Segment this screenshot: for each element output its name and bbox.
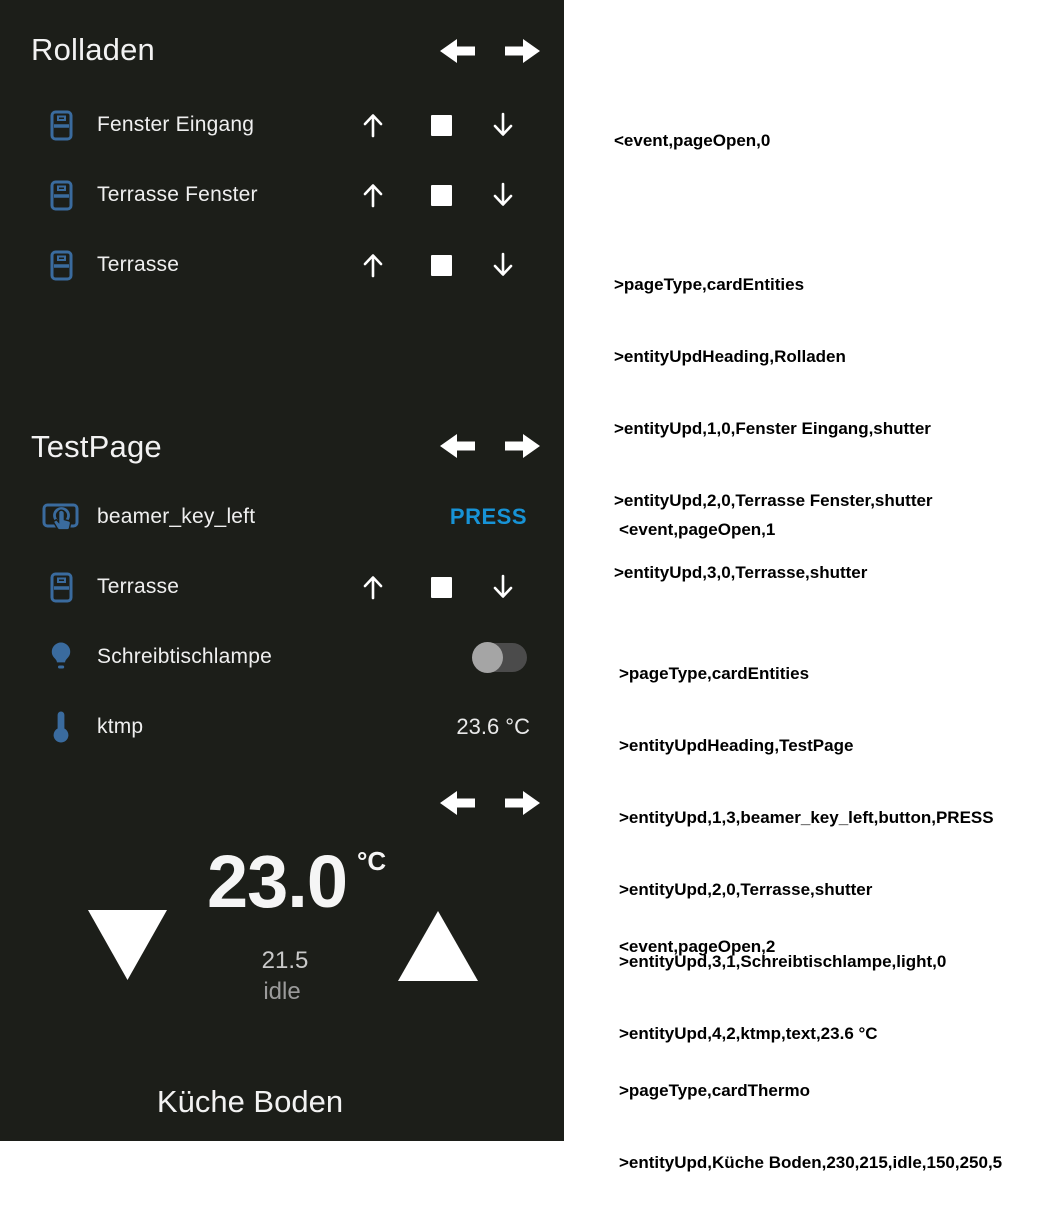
log-event-line: <event,pageOpen,0	[614, 131, 771, 150]
shutter-down-button[interactable]	[489, 562, 517, 612]
arrow-right-icon	[505, 432, 540, 460]
log-line: >pageType,cardEntities	[619, 664, 810, 683]
press-button[interactable]: PRESS	[449, 504, 527, 529]
entity-label: Terrasse	[97, 253, 180, 276]
arrow-right-icon	[505, 789, 540, 817]
log-line: >entityUpd,2,0,Terrasse,shutter	[619, 880, 873, 899]
log-line: >entityUpd,2,0,Terrasse Fenster,shutter	[614, 491, 933, 510]
entity-row	[0, 492, 564, 542]
nav-left-button[interactable]	[440, 789, 475, 817]
log-block-page2	[619, 887, 1002, 1223]
nav-right-button[interactable]	[505, 432, 540, 460]
hvac-state: idle	[263, 978, 301, 1005]
log-gap	[619, 1007, 1002, 1031]
entity-row	[0, 562, 564, 612]
temp-up-button[interactable]	[398, 911, 478, 986]
thermo-title: Küche Boden	[156, 1084, 344, 1119]
log-line: >entityUpd,4,2,ktmp,text,23.6 °C	[619, 1024, 878, 1043]
nav-left-button[interactable]	[440, 432, 475, 460]
log-line: >entityUpd,Küche Boden,230,215,idle,150,250,5	[619, 1153, 1003, 1172]
arrow-left-icon	[440, 789, 475, 817]
temp-down-button[interactable]	[88, 910, 167, 985]
log-line: >pageType,cardEntities	[614, 275, 805, 294]
entity-value: 23.6 °C	[456, 714, 530, 739]
lightbulb-icon	[40, 632, 82, 682]
log-line: >entityUpdHeading,Rolladen	[614, 347, 846, 366]
entity-label: ktmp	[97, 715, 144, 738]
log-gap	[614, 201, 933, 225]
light-toggle-off[interactable]	[473, 643, 527, 672]
log-line: >pageType,cardThermo	[619, 1081, 810, 1100]
log-line: >entityUpd,1,3,beamer_key_left,button,PRESS	[619, 808, 994, 827]
entity-row	[0, 632, 564, 682]
shutter-icon	[40, 562, 82, 612]
log-line: >entityUpdHeading,TestPage	[619, 736, 854, 755]
card-heading: TestPage	[31, 429, 162, 464]
entity-row	[0, 702, 564, 752]
toggle-knob	[472, 642, 503, 673]
log-event-line: <event,pageOpen,1	[619, 520, 776, 539]
entity-label: Fenster Eingang	[97, 113, 255, 136]
entity-label: Schreibtischlampe	[97, 645, 272, 668]
shutter-stop-button[interactable]	[430, 562, 452, 612]
triangle-down-icon	[88, 910, 167, 980]
log-gap	[619, 590, 994, 614]
stop-icon	[431, 577, 452, 598]
log-event-line: <event,pageOpen,2	[619, 937, 776, 956]
arrow-left-icon	[440, 432, 475, 460]
triangle-up-icon	[398, 911, 478, 981]
shutter-up-button[interactable]	[359, 562, 387, 612]
gesture-tap-button-icon	[40, 492, 82, 542]
nav-right-button[interactable]	[505, 789, 540, 817]
current-temperature: 23.0	[207, 840, 348, 923]
thermometer-icon	[40, 702, 82, 752]
entity-label: Terrasse	[97, 575, 180, 598]
log-line: >entityUpd,1,0,Fenster Eingang,shutter	[614, 419, 931, 438]
target-temperature: 21.5	[261, 947, 309, 974]
log-line: >entityUpd,3,0,Terrasse,shutter	[614, 563, 868, 582]
temperature-unit: °C	[357, 846, 387, 876]
card-heading: Rolladen	[31, 32, 155, 67]
entity-label: beamer_key_left	[97, 505, 256, 528]
entity-label: Terrasse Fenster	[97, 183, 258, 206]
log-line: >entityUpd,3,1,Schreibtischlampe,light,0	[619, 952, 947, 971]
